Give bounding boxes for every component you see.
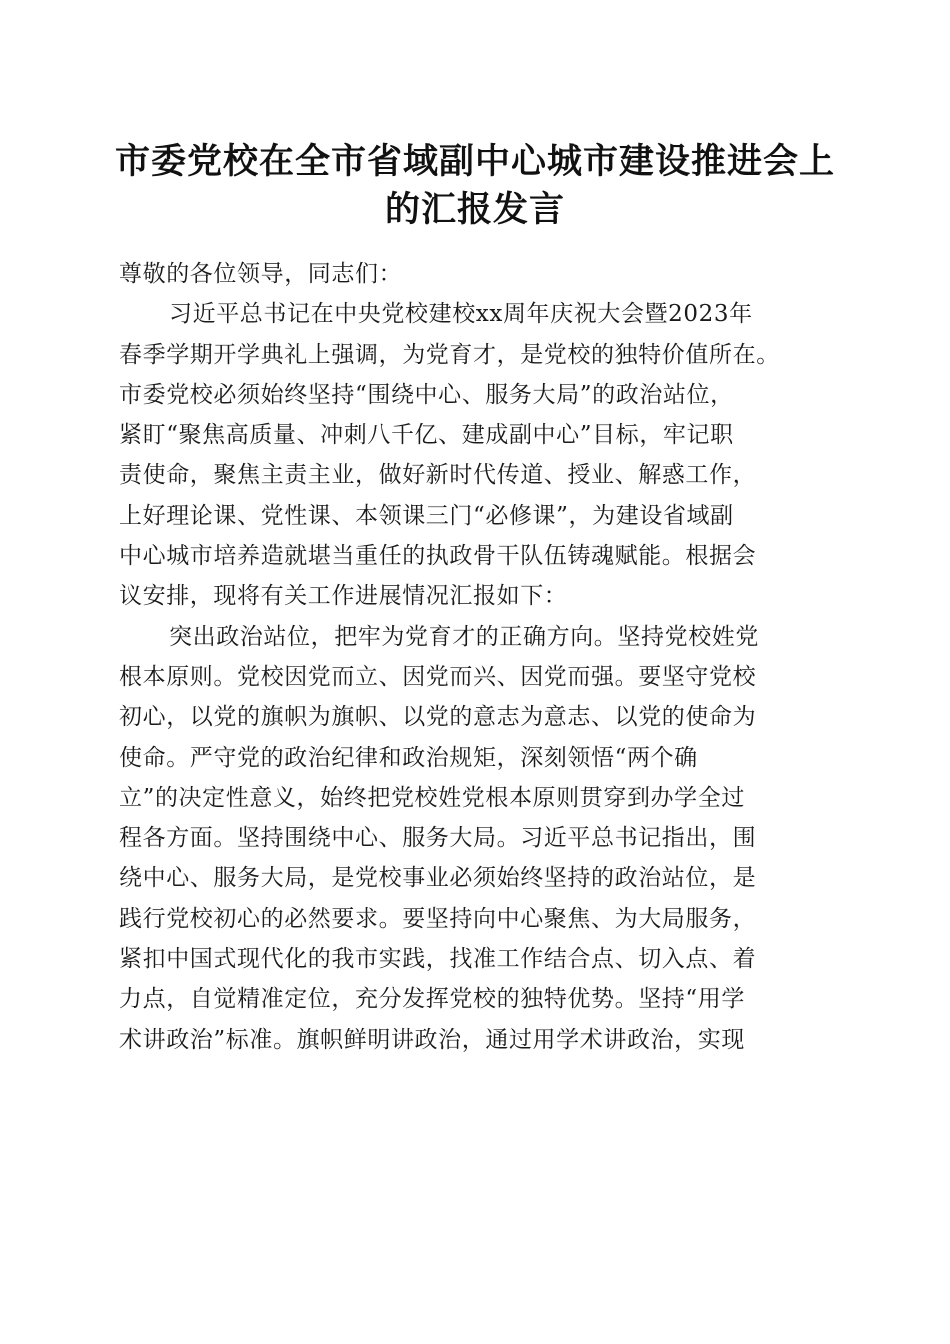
paragraph-line: 突出政治站位，把牢为党育才的正确方向。坚持党校姓党 bbox=[169, 623, 759, 650]
paragraph-line: 绕中心、服务大局，是党校事业必须始终坚持的政治站位，是 bbox=[119, 865, 757, 892]
document-title bbox=[100, 138, 850, 234]
title-line-1: 市委党校在全市省域副中心城市建设推进会上 bbox=[114, 141, 835, 182]
paragraph-line: 根本原则。党校因党而立、因党而兴、因党而强。要坚守党校 bbox=[119, 663, 757, 690]
paragraph-line: 践行党校初心的必然要求。要坚持向中心聚焦、为大局服务， bbox=[119, 905, 757, 932]
paragraph-line: 责使命，聚焦主责主业，做好新时代传道、授业、解惑工作， bbox=[119, 462, 757, 489]
paragraph-line: 中心城市培养造就堪当重任的执政骨干队伍铸魂赋能。根据会 bbox=[119, 543, 757, 570]
paragraph-line: 紧扣中国式现代化的我市实践，找准工作结合点、切入点、着 bbox=[119, 946, 757, 973]
document-body bbox=[119, 254, 831, 1060]
paragraph-line: 术讲政治”标准。旗帜鲜明讲政治，通过用学术讲政治，实现 bbox=[119, 1026, 745, 1053]
paragraph-line: 初心，以党的旗帜为旗帜、以党的意志为意志、以党的使命为 bbox=[119, 704, 757, 731]
salutation: 尊敬的各位领导，同志们： bbox=[119, 261, 403, 287]
paragraph-2 bbox=[119, 617, 831, 1060]
paragraph-line: 议安排，现将有关工作进展情况汇报如下： bbox=[119, 583, 568, 610]
paragraph-line: 立”的决定性意义，始终把党校姓党根本原则贯穿到办学全过 bbox=[119, 784, 745, 811]
paragraph-line: 春季学期开学典礼上强调，为党育才，是党校的独特价值所在。 bbox=[119, 341, 780, 368]
paragraph-line: 力点，自觉精准定位，充分发挥党校的独特优势。坚持“用学 bbox=[119, 986, 745, 1013]
paragraph-line: 市委党校必须始终坚持“围绕中心、服务大局”的政治站位， bbox=[119, 381, 734, 408]
paragraph-1 bbox=[119, 294, 831, 616]
paragraph-line: 习近平总书记在中央党校建校xx周年庆祝大会暨2023年 bbox=[169, 301, 753, 328]
paragraph-line: 上好理论课、党性课、本领课三门“必修课”，为建设省域副 bbox=[119, 502, 734, 529]
paragraph-line: 使命。严守党的政治纪律和政治规矩，深刻领悟“两个确 bbox=[119, 744, 698, 771]
paragraph-line: 紧盯“聚焦高质量、冲刺八千亿、建成副中心”目标，牢记职 bbox=[119, 422, 734, 449]
title-line-2: 的汇报发言 bbox=[384, 189, 565, 230]
paragraph-line: 程各方面。坚持围绕中心、服务大局。习近平总书记指出，围 bbox=[119, 825, 757, 852]
